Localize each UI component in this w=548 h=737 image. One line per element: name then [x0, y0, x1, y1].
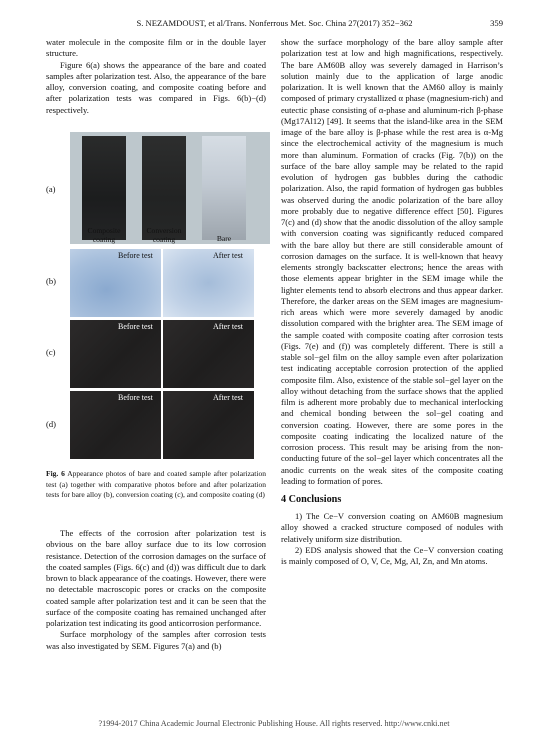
photo-conversion-after [163, 320, 254, 388]
figure-6 [46, 132, 266, 462]
bare-sample [202, 136, 246, 240]
caption-text: Appearance photos of bare and coated sample after polarization test (a) together with comparative photos before and after polarization tests for bare alloy (b), conversion coating (c), and composite coating (d) [46, 469, 266, 499]
figure-caption [46, 469, 266, 501]
page-number: 359 [490, 18, 503, 28]
photo-composite-before [70, 391, 161, 459]
label-conversion-coating: Conversion coating [146, 226, 182, 244]
right-column [281, 37, 503, 567]
photo-conversion-before [70, 320, 161, 388]
label-after-test: After test [213, 251, 243, 260]
conclusion-item: 2) EDS analysis showed that the Ce−V conversion coating is mainly composed of O, V, Ce, Mg, Al, Zn, and Mn atoms. [281, 544, 503, 566]
caption-label: Fig. 6 [46, 469, 65, 478]
label-bare: Bare [216, 234, 232, 243]
row-label-d: (d) [46, 419, 56, 429]
label-after-test: After test [213, 322, 243, 331]
section-heading: 4 Conclusions [281, 494, 342, 505]
copyright-footer: ?1994-2017 China Academic Journal Electronic Publishing House. All rights reserved. http://www.cnki.net [98, 719, 450, 728]
running-title: S. NEZAMDOUST, et al/Trans. Nonferrous Met. Soc. China 27(2017) 352−362 [136, 18, 413, 28]
composite-coating-sample [82, 136, 126, 240]
paragraph: Figure 6(a) shows the appearance of the bare and coated samples after polarization test. Also, the appearance of the bare alloy, conversion coating, and composite coating before and after polarization tests was compared in Figs. 6(b)−(d) respectively. [46, 59, 266, 115]
label-after-test: After test [213, 393, 243, 402]
paragraph: water molecule in the composite film or in the double layer structure. [46, 37, 266, 59]
row-label-c: (c) [46, 347, 56, 357]
photo-composite-after [163, 391, 254, 459]
paragraph: show the surface morphology of the bare alloy sample after polarization test at low and high magnifications, respectively. The bare AM60B alloy was severely damaged in Harrison’s solution mainly due to the application of large anodic polarization. It is well known that the AM60 alloy is mainly composed of primary crystallized α phase (magnesium-rich) and eutectic phase consisting of α-phase and aluminum-rich β-phase (Mg17Al12) [49]. It seems that the island-like area in the SEM image of the bare alloy is β-phase while the rest area is α-Mg since the electrochemical activity of the magnesium is much more than aluminum. Formation of cracks (Fig. 7(b)) on the surface of the bare alloy sample may be related to the rapid evolution of hydrogen gas bubbles during the cathodic polarization. Also, the rapid formation of hydrogen gas bubbles was observed during the anodic polarization of the bare alloy more probably due to negative difference effect [50]. Figures 7(c) and (d) show that the anodic dissolution of the alloy sample with conversion coating was significantly reduced compared with the bare alloy but there are still considerable amount of corrosion damages on the surface. It is well-known that heavy elements strongly backscatter electrons; hence the areas with those elements appear brighter in the SEM image while the lighter elements tend to absorb electrons and thus appear darker. Therefore, the darker areas on the SEM images are magnesium-rich areas which were more severely damaged by anodic dissolution compared with the brighter area. The SEM image of the sample coated with composite coating after corrosion tests (Figs. 7(e) and (f)) was completely different. There is still a stable sol−gel film on the alloy sample even after polarization test indicating acceptable corrosion protection of the applied composite film. Also, existence of the stable sol−gel layer on the alloy without detaching from the surface shows that the applied film is adherent more probably due to mechanical interlocking and chemical bonding between the sol−gel coating and conversion coating. However, there are some pores in the composite coating indicating the localized nature of the corrosion process. This result may be arising from the non-conducting future of the sol−gel layer which concentrates all the anodic currents on the weak sites of the composite coating leading to formation of pores. [281, 37, 503, 486]
label-composite-coating: Composite coating [87, 226, 121, 244]
paragraph: The effects of the corrosion after polarization test is obvious on the bare alloy surface due to its low corrosion resistance. Detection of the corrosion damages on the surface of the coated samples (Figs. 6(c) and (d)) was difficult due to dark brown to black appearance of the coatings. However, there were no detectable macroscopic pores or cracks on the composite coated sample after polarization test and it can be seen that the surface of the composite coating has remained unchanged after polarization test indicating its good anticorrosion performance. [46, 528, 266, 628]
label-before-test: Before test [118, 251, 153, 260]
photo-bare-before [70, 249, 161, 317]
photo-bare-after [163, 249, 254, 317]
left-column-top [46, 37, 266, 116]
left-column-bottom [46, 528, 266, 652]
photo-samples-after-polarization [70, 132, 270, 244]
label-before-test: Before test [118, 322, 153, 331]
row-label-a: (a) [46, 184, 56, 194]
conversion-coating-sample [142, 136, 186, 240]
row-label-b: (b) [46, 276, 56, 286]
paragraph: Surface morphology of the samples after corrosion tests was also investigated by SEM. Figures 7(a) and (b) [46, 629, 266, 651]
label-before-test: Before test [118, 393, 153, 402]
conclusion-item: 1) The Ce−V conversion coating on AM60B magnesium alloy showed a cracked structure composed of nodules with relatively uniform size distribution. [281, 511, 503, 544]
